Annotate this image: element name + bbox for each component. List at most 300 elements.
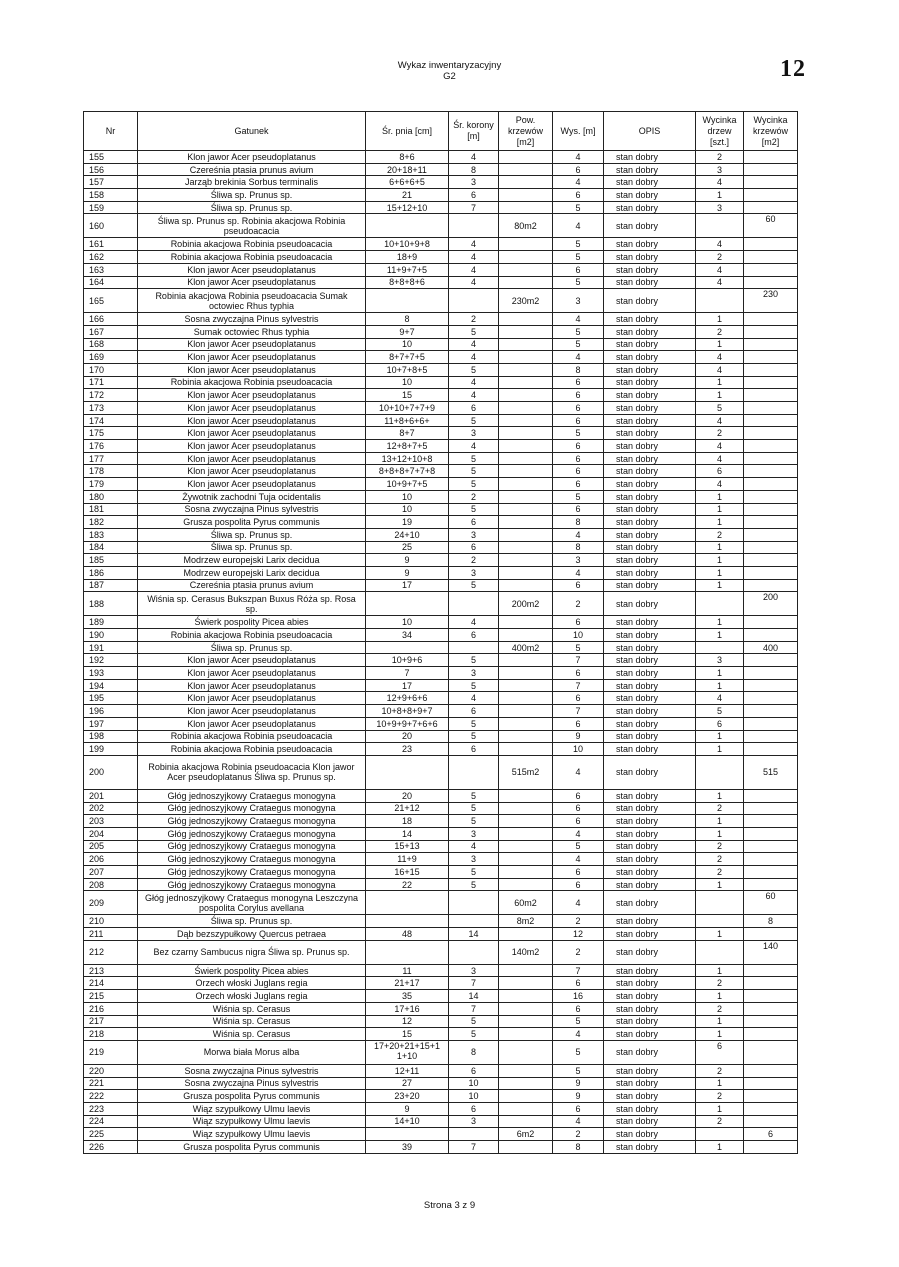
row-pow-krzewow <box>499 1077 553 1090</box>
row-sr-pnia: 10+9+9+7+6+6 <box>366 717 449 730</box>
row-wycinka-drzew: 4 <box>696 414 744 427</box>
row-pow-krzewow: 515m2 <box>499 755 553 789</box>
row-wycinka-drzew: 1 <box>696 338 744 351</box>
row-sr-pnia: 12+8+7+5 <box>366 440 449 453</box>
row-sr-korony <box>449 755 499 789</box>
row-sr-pnia: 9 <box>366 554 449 567</box>
row-gatunek: Głóg jednoszyjkowy Crataegus monogyna <box>138 789 366 802</box>
row-wycinka-drzew: 1 <box>696 1015 744 1028</box>
row-pow-krzewow <box>499 151 553 164</box>
row-wys: 9 <box>553 730 604 743</box>
row-sr-pnia: 12+11 <box>366 1064 449 1077</box>
row-wycinka-drzew: 1 <box>696 878 744 891</box>
row-gatunek: Klon jawor Acer pseudoplatanus <box>138 465 366 478</box>
row-gatunek: Głóg jednoszyjkowy Crataegus monogyna <box>138 827 366 840</box>
row-nr: 167 <box>84 325 138 338</box>
row-sr-pnia: 21+12 <box>366 802 449 815</box>
row-wys: 6 <box>553 866 604 879</box>
table-row <box>84 853 798 866</box>
row-pow-krzewow: 400m2 <box>499 641 553 654</box>
row-pow-krzewow <box>499 692 553 705</box>
row-sr-pnia: 8+8+8+7+7+8 <box>366 465 449 478</box>
row-nr: 224 <box>84 1115 138 1128</box>
row-sr-korony: 4 <box>449 389 499 402</box>
row-gatunek: Robinia akacjowa Robinia pseudoacacia <box>138 743 366 756</box>
row-sr-korony: 5 <box>449 878 499 891</box>
row-pow-krzewow <box>499 815 553 828</box>
row-opis: stan dobry <box>604 490 696 503</box>
table-row <box>84 338 798 351</box>
row-wys: 4 <box>553 891 604 915</box>
row-wycinka-drzew: 1 <box>696 789 744 802</box>
row-wycinka-drzew: 1 <box>696 376 744 389</box>
row-opis: stan dobry <box>604 541 696 554</box>
row-sr-pnia: 34 <box>366 629 449 642</box>
row-sr-korony: 10 <box>449 1077 499 1090</box>
row-nr: 195 <box>84 692 138 705</box>
table-row <box>84 940 798 964</box>
row-wys: 4 <box>553 151 604 164</box>
row-sr-korony: 6 <box>449 1064 499 1077</box>
table-header-row <box>84 112 798 151</box>
row-wys: 6 <box>553 667 604 680</box>
row-wycinka-krzewow <box>744 1028 798 1041</box>
row-pow-krzewow <box>499 743 553 756</box>
row-sr-pnia: 18 <box>366 815 449 828</box>
row-gatunek: Sosna zwyczajna Pinus sylvestris <box>138 1077 366 1090</box>
table-row <box>84 251 798 264</box>
row-wys: 6 <box>553 977 604 990</box>
row-wycinka-drzew: 1 <box>696 503 744 516</box>
row-opis: stan dobry <box>604 977 696 990</box>
row-wys: 10 <box>553 629 604 642</box>
table-row <box>84 592 798 616</box>
row-wycinka-krzewow <box>744 1002 798 1015</box>
row-sr-pnia: 15 <box>366 389 449 402</box>
table-row <box>84 1090 798 1103</box>
row-sr-pnia: 10 <box>366 490 449 503</box>
row-wycinka-drzew: 4 <box>696 276 744 289</box>
header-gatunek: Gatunek <box>138 112 366 151</box>
row-sr-korony <box>449 915 499 928</box>
row-wycinka-drzew: 4 <box>696 440 744 453</box>
row-opis: stan dobry <box>604 1090 696 1103</box>
row-pow-krzewow <box>499 667 553 680</box>
row-wycinka-drzew <box>696 915 744 928</box>
table-row <box>84 238 798 251</box>
row-nr: 200 <box>84 755 138 789</box>
row-wys: 6 <box>553 1002 604 1015</box>
row-wys: 5 <box>553 251 604 264</box>
row-gatunek: Klon jawor Acer pseudoplatanus <box>138 263 366 276</box>
row-opis: stan dobry <box>604 1028 696 1041</box>
row-wycinka-krzewow <box>744 1141 798 1154</box>
row-wycinka-krzewow <box>744 541 798 554</box>
row-wys: 4 <box>553 755 604 789</box>
row-pow-krzewow: 80m2 <box>499 214 553 238</box>
row-pow-krzewow <box>499 276 553 289</box>
row-pow-krzewow <box>499 679 553 692</box>
row-wycinka-krzewow: 400 <box>744 641 798 654</box>
row-gatunek: Czereśnia ptasia prunus avium <box>138 163 366 176</box>
table-row <box>84 516 798 529</box>
row-wycinka-drzew: 3 <box>696 201 744 214</box>
row-opis: stan dobry <box>604 554 696 567</box>
row-wys: 6 <box>553 389 604 402</box>
row-opis: stan dobry <box>604 516 696 529</box>
row-wycinka-drzew <box>696 214 744 238</box>
row-gatunek: Sumak octowiec Rhus typhia <box>138 325 366 338</box>
row-sr-pnia: 21 <box>366 189 449 202</box>
row-pow-krzewow: 140m2 <box>499 940 553 964</box>
row-wycinka-drzew: 2 <box>696 251 744 264</box>
document-title: Wykaz inwentaryzacyjny <box>397 60 502 71</box>
row-wycinka-krzewow <box>744 478 798 491</box>
row-wycinka-drzew: 1 <box>696 1028 744 1041</box>
row-wycinka-krzewow <box>744 815 798 828</box>
header-sr-korony: Śr. korony [m] <box>449 112 499 151</box>
row-wys: 7 <box>553 654 604 667</box>
row-pow-krzewow <box>499 163 553 176</box>
row-wys: 8 <box>553 363 604 376</box>
row-sr-pnia <box>366 891 449 915</box>
row-opis: stan dobry <box>604 1102 696 1115</box>
row-nr: 190 <box>84 629 138 642</box>
row-gatunek: Klon jawor Acer pseudoplatanus <box>138 692 366 705</box>
row-wycinka-drzew: 1 <box>696 579 744 592</box>
row-wycinka-krzewow <box>744 189 798 202</box>
row-gatunek: Klon jawor Acer pseudoplatanus <box>138 363 366 376</box>
row-sr-korony: 5 <box>449 363 499 376</box>
row-gatunek: Świerk pospolity Picea abies <box>138 964 366 977</box>
row-gatunek: Głóg jednoszyjkowy Crataegus monogyna <box>138 802 366 815</box>
table-row <box>84 465 798 478</box>
row-wycinka-drzew: 4 <box>696 692 744 705</box>
row-nr: 157 <box>84 176 138 189</box>
row-pow-krzewow <box>499 616 553 629</box>
header-pow-krzewow: Pow. krzewów [m2] <box>499 112 553 151</box>
row-wys: 6 <box>553 717 604 730</box>
row-pow-krzewow <box>499 189 553 202</box>
inventory-table <box>83 111 798 1154</box>
table-row <box>84 802 798 815</box>
table-row <box>84 815 798 828</box>
row-sr-pnia: 7 <box>366 667 449 680</box>
row-gatunek: Wiśnia sp. Cerasus <box>138 1028 366 1041</box>
row-sr-pnia <box>366 641 449 654</box>
row-wycinka-krzewow <box>744 351 798 364</box>
row-gatunek: Klon jawor Acer pseudoplatanus <box>138 402 366 415</box>
table-row <box>84 452 798 465</box>
row-pow-krzewow: 200m2 <box>499 592 553 616</box>
row-gatunek: Głóg jednoszyjkowy Crataegus monogyna <box>138 878 366 891</box>
row-pow-krzewow <box>499 1028 553 1041</box>
row-pow-krzewow <box>499 528 553 541</box>
row-wycinka-drzew: 4 <box>696 478 744 491</box>
row-pow-krzewow: 6m2 <box>499 1128 553 1141</box>
row-pow-krzewow <box>499 730 553 743</box>
row-opis: stan dobry <box>604 503 696 516</box>
row-wycinka-krzewow: 515 <box>744 755 798 789</box>
row-sr-korony: 7 <box>449 201 499 214</box>
row-pow-krzewow <box>499 866 553 879</box>
row-wys: 6 <box>553 263 604 276</box>
row-sr-korony: 4 <box>449 616 499 629</box>
row-sr-korony: 4 <box>449 376 499 389</box>
row-wys: 16 <box>553 990 604 1003</box>
row-nr: 226 <box>84 1141 138 1154</box>
row-wycinka-drzew: 2 <box>696 325 744 338</box>
table-row <box>84 915 798 928</box>
row-sr-korony: 4 <box>449 692 499 705</box>
row-wycinka-krzewow <box>744 251 798 264</box>
row-wycinka-drzew: 1 <box>696 827 744 840</box>
row-sr-pnia: 6+6+6+5 <box>366 176 449 189</box>
row-sr-pnia <box>366 1128 449 1141</box>
row-wycinka-krzewow <box>744 452 798 465</box>
row-opis: stan dobry <box>604 338 696 351</box>
row-gatunek: Sosna zwyczajna Pinus sylvestris <box>138 1064 366 1077</box>
row-wys: 4 <box>553 351 604 364</box>
row-sr-korony: 5 <box>449 717 499 730</box>
row-gatunek: Żywotnik zachodni Tuja ocidentalis <box>138 490 366 503</box>
table-row <box>84 743 798 756</box>
row-opis: stan dobry <box>604 641 696 654</box>
row-gatunek: Klon jawor Acer pseudoplatanus <box>138 427 366 440</box>
row-opis: stan dobry <box>604 866 696 879</box>
row-nr: 165 <box>84 289 138 313</box>
row-pow-krzewow <box>499 977 553 990</box>
row-opis: stan dobry <box>604 363 696 376</box>
row-opis: stan dobry <box>604 853 696 866</box>
row-wycinka-drzew: 6 <box>696 717 744 730</box>
row-gatunek: Robinia akacjowa Robinia pseudoacacia Sumak octowiec Rhus typhia <box>138 289 366 313</box>
row-gatunek: Klon jawor Acer pseudoplatanus <box>138 414 366 427</box>
row-gatunek: Klon jawor Acer pseudoplatanus <box>138 351 366 364</box>
row-sr-pnia: 23+20 <box>366 1090 449 1103</box>
row-sr-pnia: 10+9+7+5 <box>366 478 449 491</box>
table-row <box>84 990 798 1003</box>
row-sr-korony: 3 <box>449 176 499 189</box>
table-row <box>84 616 798 629</box>
row-gatunek: Śliwa sp. Prunus sp. Robinia akacjowa Robinia pseudoacacia <box>138 214 366 238</box>
row-nr: 187 <box>84 579 138 592</box>
row-wys: 4 <box>553 528 604 541</box>
row-nr: 207 <box>84 866 138 879</box>
row-wycinka-krzewow <box>744 964 798 977</box>
header-nr: Nr <box>84 112 138 151</box>
row-pow-krzewow <box>499 1090 553 1103</box>
row-opis: stan dobry <box>604 376 696 389</box>
row-wycinka-krzewow <box>744 528 798 541</box>
row-sr-pnia <box>366 915 449 928</box>
row-sr-pnia: 11+9 <box>366 853 449 866</box>
table-row <box>84 566 798 579</box>
row-sr-pnia: 25 <box>366 541 449 554</box>
row-nr: 162 <box>84 251 138 264</box>
row-sr-pnia: 18+9 <box>366 251 449 264</box>
row-pow-krzewow: 8m2 <box>499 915 553 928</box>
row-sr-korony: 3 <box>449 566 499 579</box>
row-gatunek: Klon jawor Acer pseudoplatanus <box>138 338 366 351</box>
row-opis: stan dobry <box>604 251 696 264</box>
row-wycinka-drzew: 4 <box>696 176 744 189</box>
row-wys: 6 <box>553 503 604 516</box>
row-sr-korony: 5 <box>449 478 499 491</box>
row-wycinka-drzew: 1 <box>696 516 744 529</box>
row-wys: 6 <box>553 376 604 389</box>
row-wycinka-drzew: 2 <box>696 1115 744 1128</box>
row-sr-korony <box>449 592 499 616</box>
row-opis: stan dobry <box>604 654 696 667</box>
row-sr-pnia <box>366 592 449 616</box>
table-row <box>84 414 798 427</box>
row-wys: 6 <box>553 465 604 478</box>
row-nr: 156 <box>84 163 138 176</box>
row-wycinka-krzewow <box>744 928 798 941</box>
row-gatunek: Wiąz szypułkowy Ulmu laevis <box>138 1128 366 1141</box>
row-wycinka-krzewow: 8 <box>744 915 798 928</box>
row-opis: stan dobry <box>604 566 696 579</box>
row-gatunek: Klon jawor Acer pseudoplatanus <box>138 679 366 692</box>
row-wycinka-krzewow <box>744 376 798 389</box>
row-wycinka-drzew: 3 <box>696 163 744 176</box>
row-wycinka-krzewow <box>744 1102 798 1115</box>
row-pow-krzewow <box>499 1115 553 1128</box>
row-opis: stan dobry <box>604 528 696 541</box>
row-sr-pnia: 11+9+7+5 <box>366 263 449 276</box>
row-nr: 188 <box>84 592 138 616</box>
row-gatunek: Klon jawor Acer pseudoplatanus <box>138 151 366 164</box>
row-sr-korony: 5 <box>449 465 499 478</box>
row-gatunek: Wiąz szypułkowy Ulmu laevis <box>138 1102 366 1115</box>
row-pow-krzewow <box>499 827 553 840</box>
table-row <box>84 840 798 853</box>
row-opis: stan dobry <box>604 402 696 415</box>
row-wycinka-krzewow <box>744 414 798 427</box>
row-gatunek: Śliwa sp. Prunus sp. <box>138 915 366 928</box>
row-sr-korony: 5 <box>449 414 499 427</box>
row-wycinka-drzew: 2 <box>696 528 744 541</box>
row-opis: stan dobry <box>604 629 696 642</box>
row-wycinka-drzew: 2 <box>696 977 744 990</box>
row-pow-krzewow: 60m2 <box>499 891 553 915</box>
row-sr-korony: 5 <box>449 452 499 465</box>
row-opis: stan dobry <box>604 815 696 828</box>
row-wycinka-krzewow <box>744 325 798 338</box>
row-nr: 159 <box>84 201 138 214</box>
row-pow-krzewow <box>499 554 553 567</box>
document-subtitle: G2 <box>443 71 456 82</box>
row-pow-krzewow <box>499 351 553 364</box>
row-sr-korony: 5 <box>449 679 499 692</box>
row-wys: 6 <box>553 692 604 705</box>
row-wycinka-krzewow <box>744 1015 798 1028</box>
row-sr-pnia: 20 <box>366 730 449 743</box>
row-pow-krzewow <box>499 1040 553 1064</box>
row-sr-pnia: 10+10+9+8 <box>366 238 449 251</box>
row-nr: 225 <box>84 1128 138 1141</box>
row-opis: stan dobry <box>604 891 696 915</box>
row-opis: stan dobry <box>604 705 696 718</box>
row-pow-krzewow <box>499 705 553 718</box>
row-opis: stan dobry <box>604 151 696 164</box>
row-sr-korony: 6 <box>449 541 499 554</box>
row-pow-krzewow <box>499 541 553 554</box>
row-wycinka-krzewow: 200 <box>744 592 798 616</box>
row-opis: stan dobry <box>604 990 696 1003</box>
row-wycinka-krzewow <box>744 866 798 879</box>
row-wys: 4 <box>553 1028 604 1041</box>
row-sr-pnia: 10 <box>366 338 449 351</box>
table-row <box>84 163 798 176</box>
row-sr-korony: 5 <box>449 730 499 743</box>
row-opis: stan dobry <box>604 755 696 789</box>
row-opis: stan dobry <box>604 1141 696 1154</box>
row-pow-krzewow <box>499 503 553 516</box>
row-gatunek: Wiśnia sp. Cerasus Bukszpan Buxus Róża sp. Rosa sp. <box>138 592 366 616</box>
row-wycinka-krzewow <box>744 389 798 402</box>
row-wys: 9 <box>553 1090 604 1103</box>
table-row <box>84 427 798 440</box>
row-sr-korony: 6 <box>449 705 499 718</box>
row-sr-pnia: 19 <box>366 516 449 529</box>
row-wys: 4 <box>553 566 604 579</box>
row-nr: 184 <box>84 541 138 554</box>
row-pow-krzewow <box>499 654 553 667</box>
row-pow-krzewow: 230m2 <box>499 289 553 313</box>
row-gatunek: Jarząb brekinia Sorbus terminalis <box>138 176 366 189</box>
row-sr-korony <box>449 214 499 238</box>
row-sr-korony: 3 <box>449 964 499 977</box>
row-wys: 9 <box>553 1077 604 1090</box>
table-body <box>84 151 798 1154</box>
row-pow-krzewow <box>499 376 553 389</box>
document-header <box>0 60 899 82</box>
table-row <box>84 1077 798 1090</box>
row-sr-korony: 3 <box>449 853 499 866</box>
row-nr: 180 <box>84 490 138 503</box>
row-nr: 216 <box>84 1002 138 1015</box>
table-row <box>84 629 798 642</box>
row-opis: stan dobry <box>604 313 696 326</box>
row-wycinka-krzewow <box>744 263 798 276</box>
row-opis: stan dobry <box>604 289 696 313</box>
row-wycinka-drzew: 4 <box>696 351 744 364</box>
row-nr: 191 <box>84 641 138 654</box>
row-sr-pnia: 20+18+11 <box>366 163 449 176</box>
row-wycinka-krzewow <box>744 579 798 592</box>
row-sr-korony: 4 <box>449 276 499 289</box>
row-wys: 3 <box>553 554 604 567</box>
table-row <box>84 351 798 364</box>
row-opis: stan dobry <box>604 440 696 453</box>
row-sr-pnia: 15+12+10 <box>366 201 449 214</box>
row-wys: 5 <box>553 490 604 503</box>
row-wys: 6 <box>553 579 604 592</box>
row-wys: 4 <box>553 176 604 189</box>
row-pow-krzewow <box>499 325 553 338</box>
row-nr: 193 <box>84 667 138 680</box>
row-wycinka-krzewow: 60 <box>744 214 798 238</box>
row-wycinka-drzew <box>696 289 744 313</box>
row-sr-pnia: 10+10+7+7+9 <box>366 402 449 415</box>
table-row <box>84 1015 798 1028</box>
row-wycinka-drzew: 1 <box>696 1077 744 1090</box>
row-wycinka-drzew: 5 <box>696 402 744 415</box>
row-nr: 205 <box>84 840 138 853</box>
row-sr-pnia: 17 <box>366 579 449 592</box>
